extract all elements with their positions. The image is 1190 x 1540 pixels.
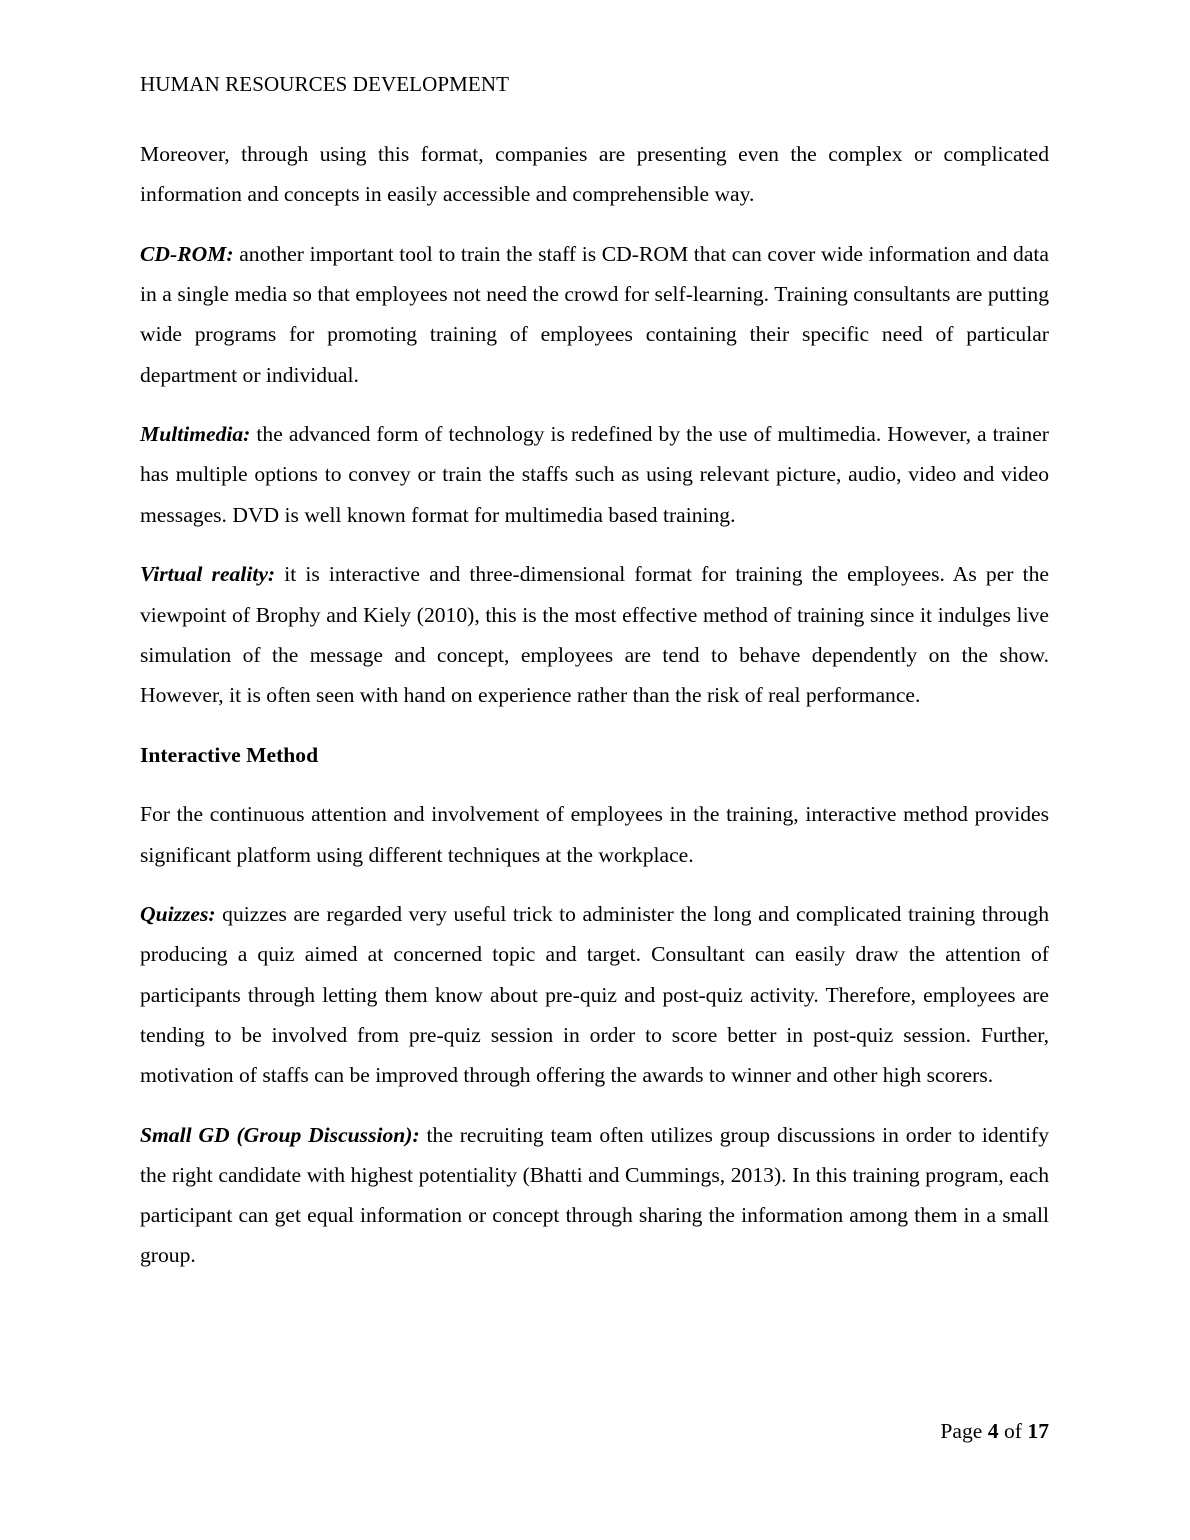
paragraph-text: Moreover, through using this format, companies are presenting even the complex or complicated information and concepts in easily accessible and comprehensible way. <box>140 142 1049 207</box>
page-label: Page <box>940 1419 983 1443</box>
paragraph-group-discussion <box>140 1115 1049 1276</box>
term-multimedia: Multimedia: <box>140 422 251 447</box>
term-virtual-reality: Virtual reality: <box>140 562 276 587</box>
paragraph-quizzes <box>140 894 1049 1095</box>
paragraph-text: it is interactive and three-dimensional format for training the employees. As per the viewpoint of Brophy and Kiely (2010), this is the most effective method of training since it indulges live simulation of the message and concept, employees are tend to behave dependently on the show. However, it is often seen with hand on experience rather than the risk of real performance. <box>140 562 1049 707</box>
term-quizzes: Quizzes: <box>140 902 216 927</box>
paragraph-multimedia <box>140 414 1049 535</box>
page-number: 4 <box>987 1419 999 1443</box>
paragraph-text: quizzes are regarded very useful trick to administer the long and complicated training through producing a quiz aimed at concerned topic and target. Consultant can easily draw the attention of participants through letting them know about pre-quiz and post-quiz activity. Therefore, employees are tending to be involved from pre-quiz session in order to score better in post-quiz session. Further, motivation of staffs can be improved through offering the awards to winner and other high scorers. <box>140 902 1049 1088</box>
section-heading: Interactive Method <box>140 742 319 767</box>
running-header: HUMAN RESOURCES DEVELOPMENT <box>140 72 510 96</box>
term-cd-rom: CD-ROM: <box>140 241 234 266</box>
total-pages: 17 <box>1027 1419 1049 1443</box>
paragraph-virtual-reality <box>140 554 1049 715</box>
paragraph-cd-rom <box>140 234 1049 395</box>
paragraph-text: another important tool to train the staff is CD-ROM that can cover wide information and data in a single media so that employees not need the crowd for self-learning. Training consultants are putting wide programs for promoting training of employees containing their specific need of particular department or individual. <box>140 241 1049 387</box>
paragraph-text: For the continuous attention and involvement of employees in the training, interactive method provides significant platform using different techniques at the workplace. <box>140 802 1049 867</box>
paragraph-text: the advanced form of technology is redefined by the use of multimedia. However, a trainer has multiple options to convey or train the staffs such as using relevant picture, audio, video and video messages. DVD is well known format for multimedia based training. <box>140 422 1049 527</box>
paragraph-text: the recruiting team often utilizes group discussions in order to identify the right candidate with highest potentiality (Bhatti and Cummings, 2013). In this training program, each participant can get equal information or concept through sharing the information among them in a small group. <box>140 1122 1049 1268</box>
term-group-discussion: Small GD (Group Discussion): <box>140 1122 420 1147</box>
of-label: of <box>1004 1419 1022 1443</box>
document-body <box>140 134 1049 1295</box>
paragraph-interactive-intro <box>140 794 1049 874</box>
page-footer <box>940 1416 1049 1446</box>
paragraph-format-intro <box>140 134 1049 214</box>
